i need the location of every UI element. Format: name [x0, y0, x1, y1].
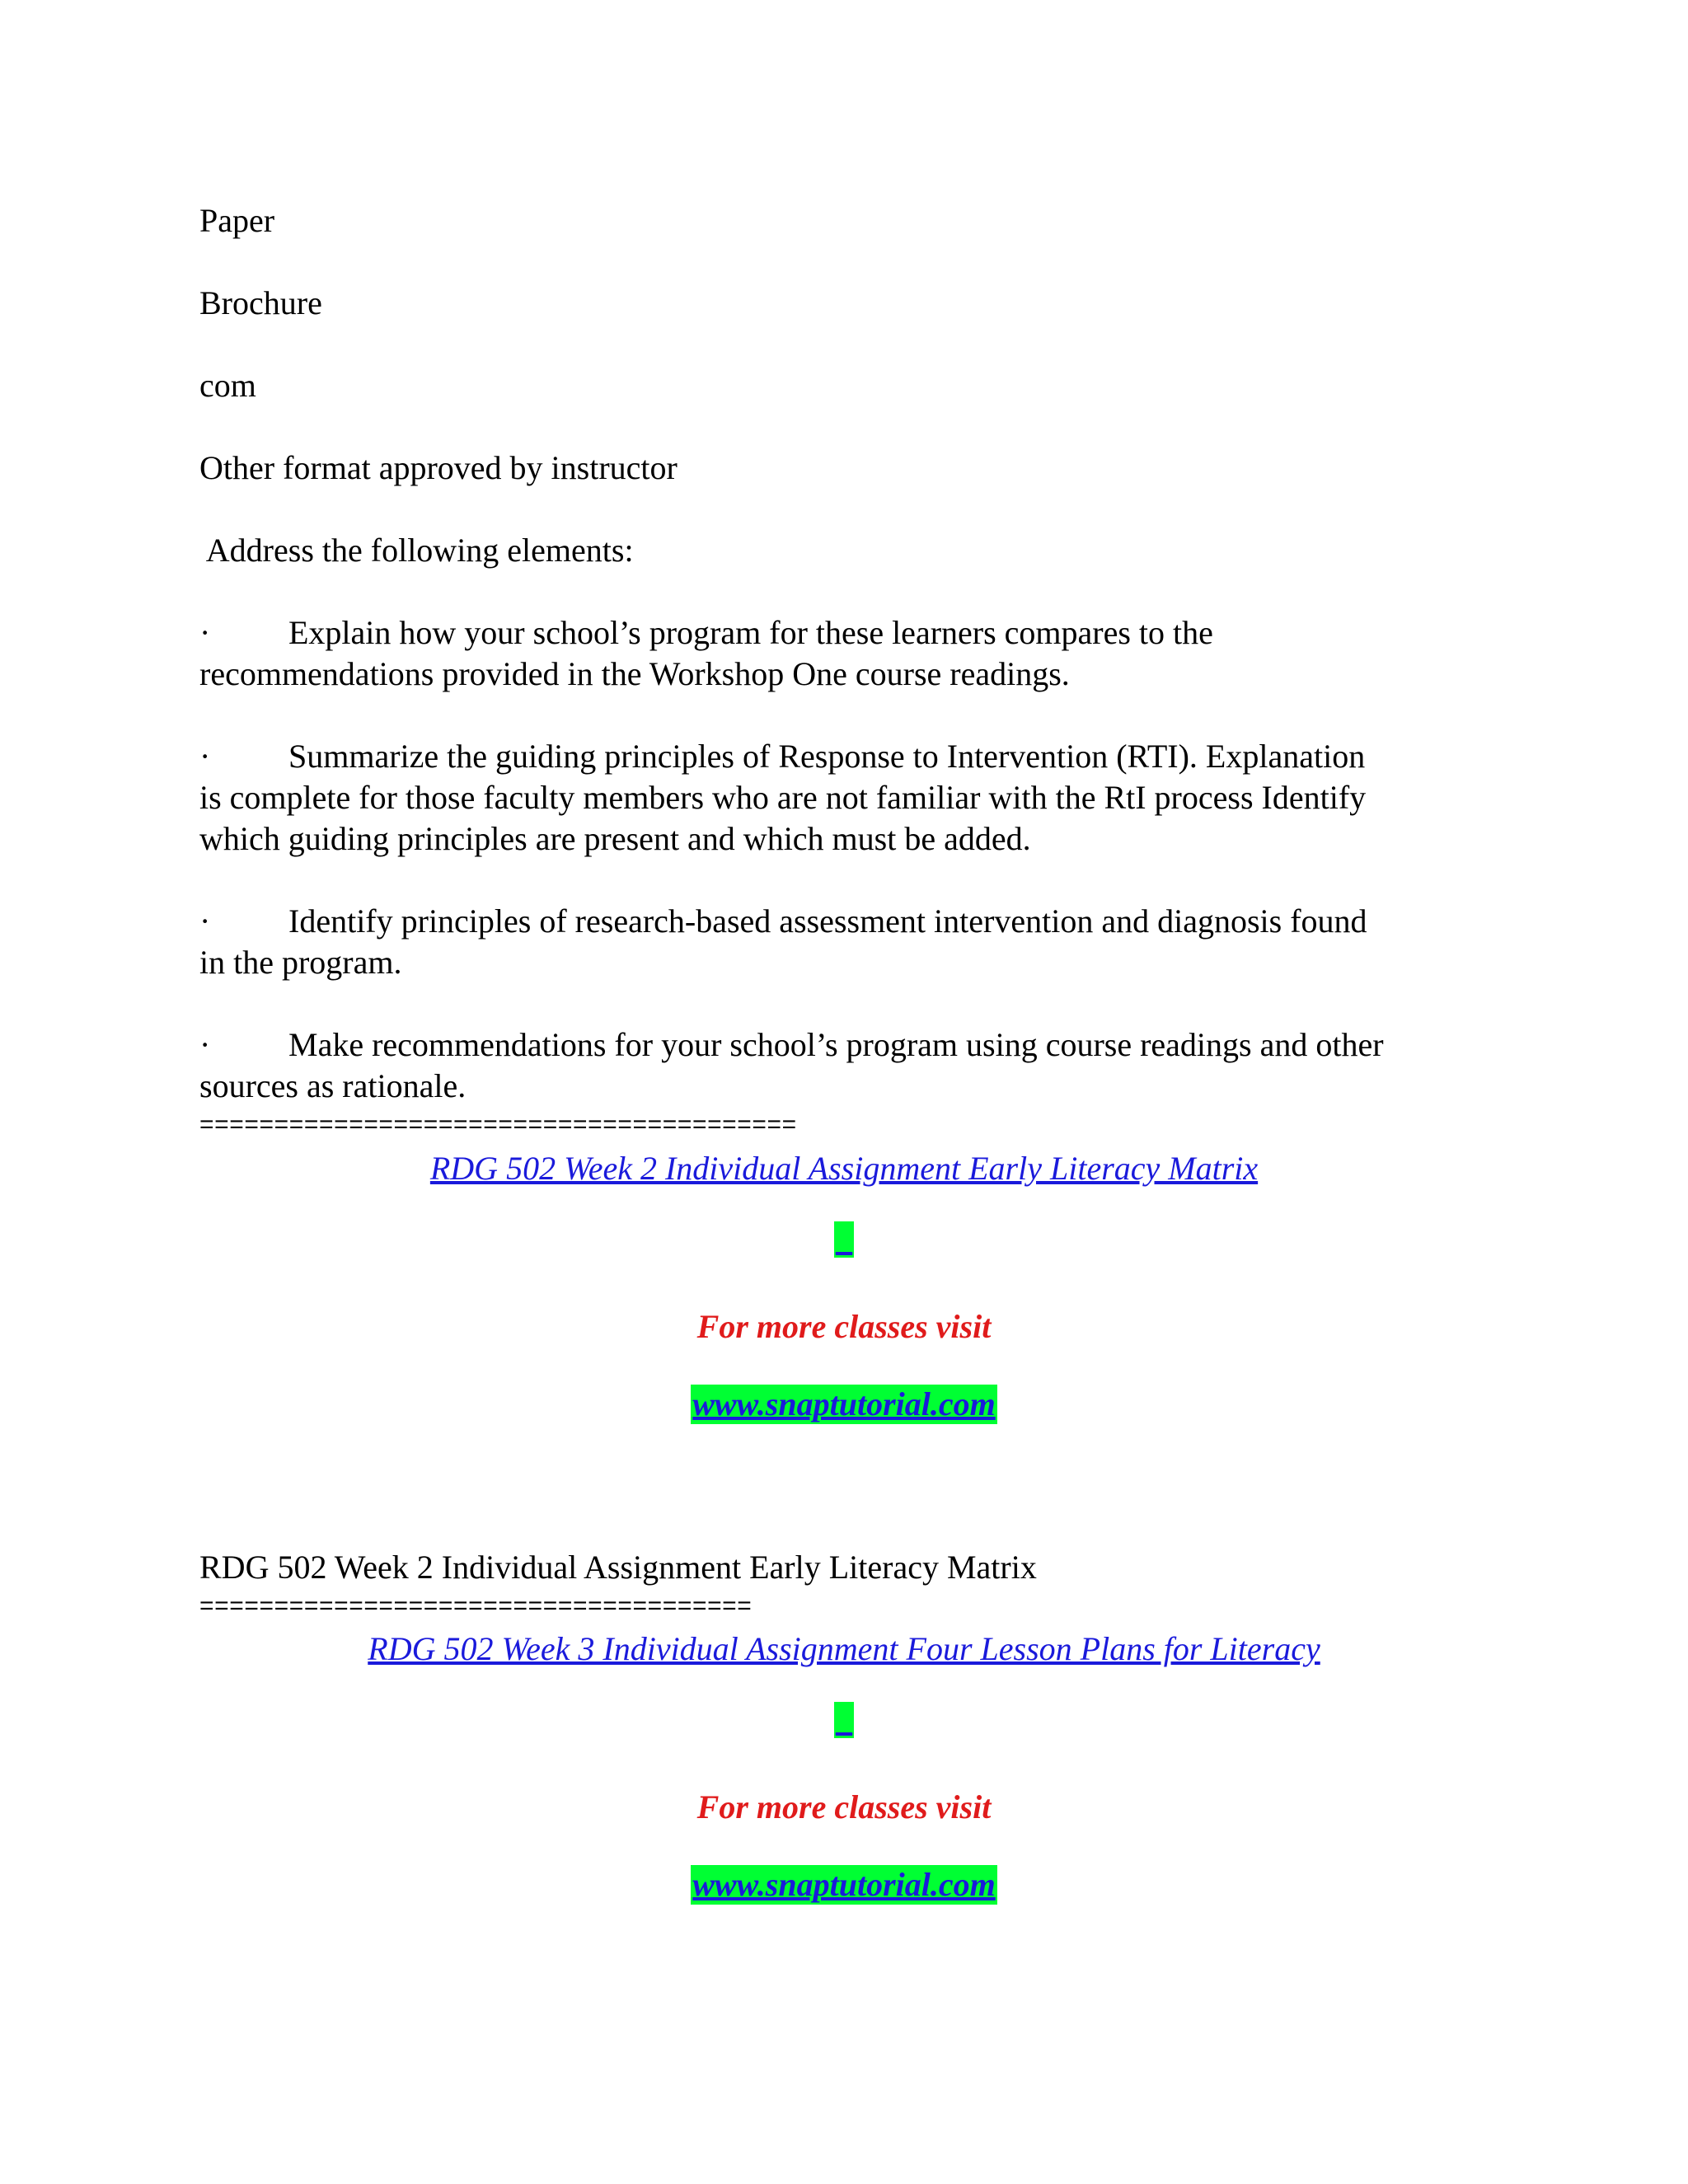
- promo-block-1-dash-row: [0, 1221, 1688, 1258]
- bullet-dot: ·: [199, 614, 211, 651]
- format-option-brochure: Brochure: [199, 284, 322, 321]
- bullet-1-line-1: [199, 612, 1213, 654]
- promo-block-2-dash-row: [0, 1702, 1688, 1738]
- format-option-paper: Paper: [199, 202, 275, 239]
- bullet-dot: ·: [199, 1026, 211, 1063]
- bullet-2-line-1: [199, 736, 1365, 777]
- bullet-text: Identify principles of research-based assessment intervention and diagnosis found: [288, 902, 1367, 940]
- promo-block-1-visit-row: [0, 1306, 1688, 1347]
- snaptutorial-link[interactable]: www.snaptutorial.com: [692, 1385, 996, 1422]
- bullet-dot: ·: [199, 902, 211, 940]
- bullet-text: Summarize the guiding principles of Response to Intervention (RTI). Explanation: [288, 738, 1366, 775]
- promo-block-2-site-row: [0, 1865, 1688, 1905]
- more-classes-text: For more classes visit: [696, 1308, 992, 1345]
- bullet-3-line-1: [199, 901, 1367, 942]
- bullet-1-line-2: recommendations provided in the Workshop One course readings.: [199, 655, 1070, 692]
- format-option-other: Other format approved by instructor: [199, 449, 678, 486]
- bullet-4-line-1: [199, 1024, 1384, 1066]
- course-link-week-3[interactable]: RDG 502 Week 3 Individual Assignment Four Lesson Plans for Literacy: [368, 1630, 1320, 1667]
- snaptutorial-link[interactable]: www.snaptutorial.com: [692, 1866, 996, 1903]
- bullet-text: Explain how your school’s program for these learners compares to the: [288, 614, 1213, 651]
- course-link-week-2[interactable]: RDG 502 Week 2 Individual Assignment Early Literacy Matrix: [429, 1150, 1259, 1187]
- more-classes-text: For more classes visit: [696, 1788, 992, 1825]
- section-title-week-2: RDG 502 Week 2 Individual Assignment Early Literacy Matrix: [199, 1549, 1037, 1586]
- bullet-2-line-2: is complete for those faculty members who are not familiar with the RtI process Identify: [199, 779, 1367, 816]
- promo-block-2-link-row: [0, 1629, 1688, 1670]
- bullet-2-line-3: which guiding principles are present and which must be added.: [199, 820, 1031, 857]
- highlight-dash-link[interactable]: _: [836, 1221, 852, 1258]
- separator-1: ========================================: [199, 1111, 797, 1138]
- bullet-text: Make recommendations for your school’s program using course readings and other: [288, 1026, 1384, 1063]
- bullet-3-line-2: in the program.: [199, 944, 402, 981]
- promo-block-2-visit-row: [0, 1787, 1688, 1828]
- address-heading: Address the following elements:: [199, 532, 634, 569]
- separator-2: =====================================: [199, 1592, 753, 1619]
- format-option-com: com: [199, 367, 256, 404]
- promo-block-1-site-row: [0, 1385, 1688, 1424]
- bullet-dot: ·: [199, 738, 211, 775]
- promo-block-1-link-row: [0, 1148, 1688, 1189]
- bullet-4-line-2: sources as rationale.: [199, 1067, 467, 1104]
- highlight-dash-link[interactable]: _: [836, 1701, 852, 1738]
